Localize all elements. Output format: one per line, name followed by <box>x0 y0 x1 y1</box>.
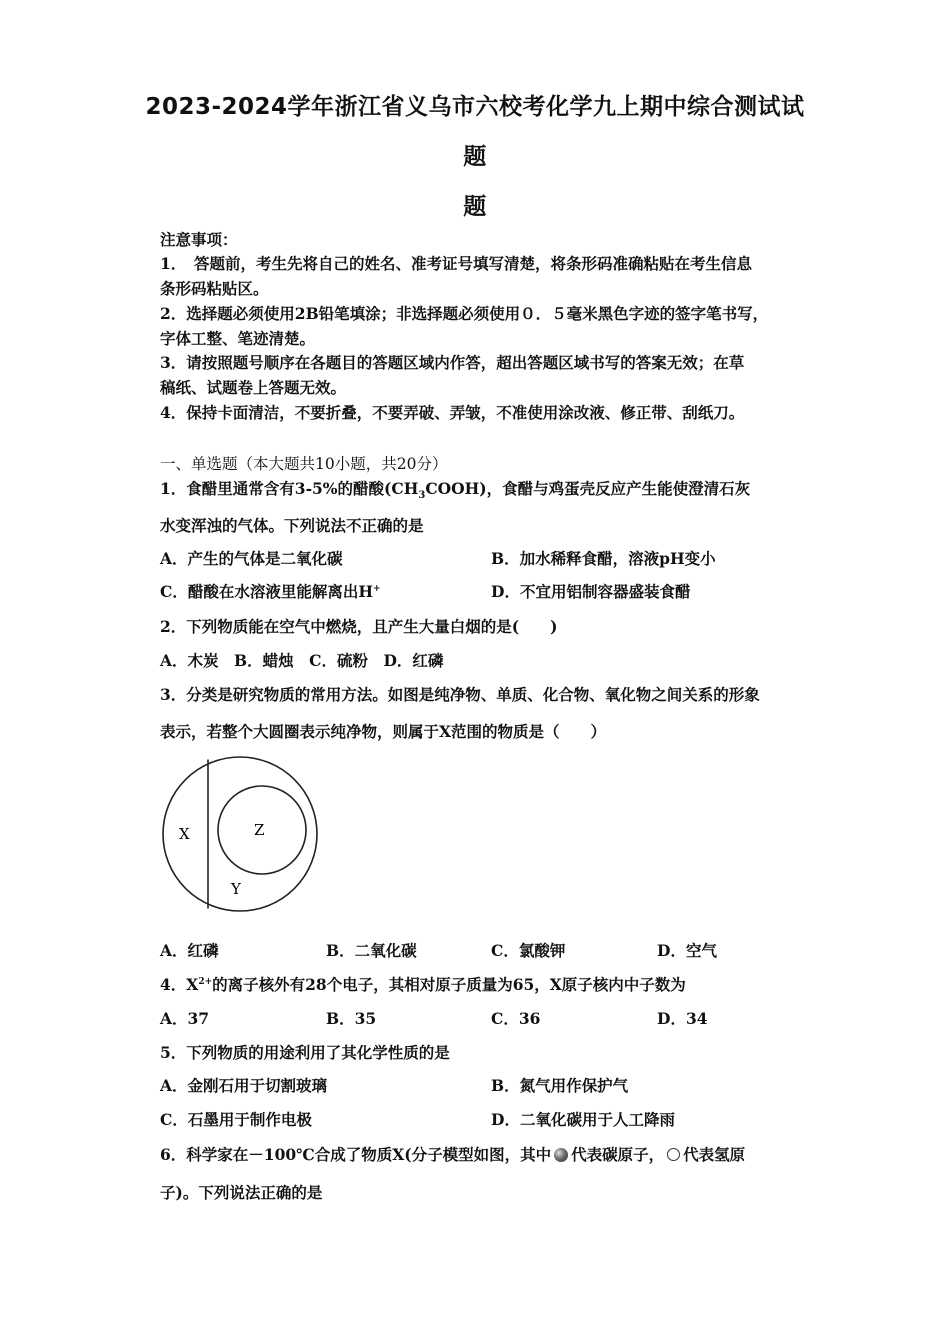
q3-stem-line2: 表示，若整个大圆圈表示纯净物，则属于X范围的物质是（ ） <box>160 722 607 741</box>
notice-item: 3．请按照题号顺序在各题目的答题区域内作答，超出答题区域书写的答案无效；在草 <box>160 353 745 372</box>
label-x: X <box>179 825 190 843</box>
exam-title-line1: 2023-2024学年浙江省义乌市六校考化学九上期中综合测试试 <box>145 94 805 120</box>
q6-stem: 6．科学家在－100℃合成了物质X(分子模型如图，其中 代表碳原子， 代表氢原 <box>160 1145 746 1164</box>
q2-options: A．木炭 B．蜡烛 C．硫粉 D．红磷 <box>160 651 444 670</box>
notice-item: 2．选择题必须使用2B铅笔填涂；非选择题必须使用０．５毫米黑色字迹的签字笔书写， <box>160 304 769 323</box>
q1-option-b: B．加水稀释食醋，溶液pH变小 <box>491 549 716 568</box>
notice-item: 4．保持卡面清洁，不要折叠，不要弄破、弄皱，不准使用涂改液、修正带、刮纸刀。 <box>160 403 745 422</box>
q4-option-c: C．36 <box>491 1009 541 1028</box>
q1-option-c: C．醋酸在水溶液里能解离出H+ <box>160 582 381 601</box>
label-y: Y <box>231 880 241 898</box>
q5-option-a: A．金刚石用于切割玻璃 <box>160 1076 328 1095</box>
notice-heading: 注意事项： <box>160 230 238 249</box>
q1-stem-line2: 水变浑浊的气体。下列说法不正确的是 <box>160 516 424 535</box>
carbon-atom-icon <box>554 1148 568 1162</box>
classification-diagram <box>158 754 324 916</box>
q4-option-d: D．34 <box>657 1009 708 1028</box>
q3-option-c: C．氯酸钾 <box>491 941 566 960</box>
q3-stem: 3．分类是研究物质的常用方法。如图是纯净物、单质、化合物、氧化物之间关系的形象 <box>160 685 760 704</box>
notice-item: 稿纸、试题卷上答题无效。 <box>160 378 347 397</box>
q3-option-a: A．红磷 <box>160 941 219 960</box>
exam-title-line3: 题 <box>463 194 487 220</box>
q4-option-a: A．37 <box>160 1009 210 1028</box>
q2-stem: 2．下列物质能在空气中燃烧，且产生大量白烟的是( ) <box>160 617 558 636</box>
q3-option-d: D．空气 <box>657 941 717 960</box>
notice-item: 1． 答题前，考生先将自己的姓名、准考证号填写清楚，将条形码准确粘贴在考生信息 <box>160 254 753 273</box>
notice-item: 条形码粘贴区。 <box>160 279 269 298</box>
hydrogen-atom-icon <box>667 1148 680 1161</box>
q4-option-b: B．35 <box>326 1009 377 1028</box>
exam-title-line2: 题 <box>463 144 487 170</box>
q4-stem: 4．$X^{2+}$的离子核外有28个电子，其相对原子质量为65，X原子核内中子数为 <box>160 975 686 994</box>
notice-item: 字体工整、笔迹清楚。 <box>160 329 316 348</box>
q5-option-d: D．二氧化碳用于人工降雨 <box>491 1110 675 1129</box>
q1-option-a: A．产生的气体是二氧化碳 <box>160 549 343 568</box>
label-z: Z <box>254 821 265 839</box>
q1-option-d: D．不宜用铝制容器盛装食醋 <box>491 582 691 601</box>
q3-option-b: B．二氧化碳 <box>326 941 417 960</box>
q6-stem-line2: 子)。下列说法正确的是 <box>160 1183 323 1202</box>
q5-option-b: B．氮气用作保护气 <box>491 1076 629 1095</box>
q1-stem: 1．食醋里通常含有3-5%的醋酸$(CH_3COOH)$，食醋与鸡蛋壳反应产生能使澄清石灰 <box>160 479 751 502</box>
section-heading: 一、单选题（本大题共10小题，共20分） <box>160 455 448 473</box>
q5-stem: 5．下列物质的用途利用了其化学性质的是 <box>160 1043 450 1062</box>
q5-option-c: C．石墨用于制作电极 <box>160 1110 312 1129</box>
